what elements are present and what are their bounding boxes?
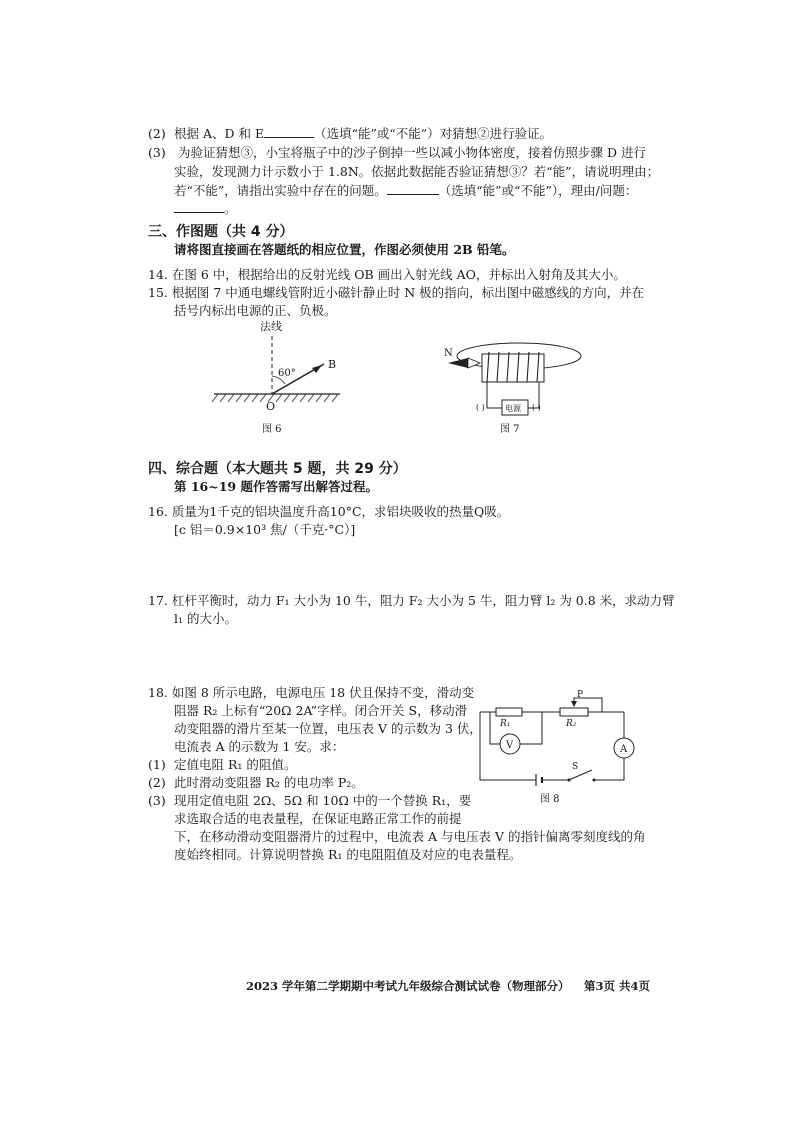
fig7-n-label: N [444,348,453,359]
fig7-source-label: 电源 [505,404,521,413]
fig6-caption: 图 6 [262,424,282,435]
q18-sub1-number: (1) [148,757,166,772]
q18-sub3-line2: 求选取合适的电表量程，在保证电路正常工作的前提 [174,811,462,826]
fig6-angle-label: 60° [278,368,296,379]
fig8-r1-label: R₁ [500,719,511,729]
section3-instruction: 请将图直接画在答题纸的相应位置，作图必须使用 2B 铅笔。 [174,242,515,257]
fig7-compass-needle-s [468,358,480,368]
q2-text-b: （选填“能”或“不能”）对猜想②进行验证。 [314,126,553,141]
q17-line2: l₁ 的大小。 [174,611,237,626]
q3-line4-end: 。 [224,201,237,216]
fig6-point-b: B [328,358,337,371]
fig8-caption: 图 8 [540,794,560,805]
q18-sub3-line1: 现用定值电阻 2Ω、5Ω 和 10Ω 中的一个替换 R₁，要 [174,793,472,808]
fig7-wire-left [487,382,502,408]
fig6-ray-arrow [312,365,322,373]
q16-line2: [c 铝＝0.9×10³ 焦/（千克·°C）] [174,522,356,537]
q18-line1: 18. 如图 8 所示电路，电源电压 18 伏且保持不变，滑动变 [148,685,475,700]
fig7-solenoid-core [482,354,544,382]
q18-sub3-line3: 下，在移动滑动变阻器滑片的过程中，电流表 A 与电压表 V 的指针偏离零刻度线的角 [174,829,646,844]
footer-title: 2023 学年第二学期期中考试九年级综合测试试卷（物理部分） [246,979,570,993]
q14-text: 14. 在图 6 中，根据给出的反射光线 OB 画出入射光线 AO，并标出入射角及其大小。 [148,267,626,282]
q18-sub3-line4: 度始终相同。计算说明替换 R₁ 的电阻阻值及对应的电表量程。 [174,847,522,862]
q3-line1: 为验证猜想③，小宝将瓶子中的沙子倒掉一些以减小物体密度，接着仿照步骤 D 进行 [178,145,646,160]
fig7-bracket-left[interactable]: ( ) [476,403,485,412]
fig7-compass-needle-n [448,358,468,368]
footer-page-number: 第3页 共4页 [584,979,651,993]
figure-7 [440,326,590,438]
q18-sub2: 此时滑动变阻器 R₂ 的电功率 P₂。 [174,775,364,790]
fig8-resistor-r1 [496,708,522,716]
q17-line1: 17. 杠杆平衡时，动力 F₁ 大小为 10 牛，阻力 F₂ 大小为 5 牛，阻力臂 l₂ 为 0.8 米，求动力臂 [148,593,675,608]
q18-line2: 阻器 R₂ 上标有“20Ω 2A”字样。闭合开关 S，移动滑 [174,703,468,718]
fig6-normal-label: 法线 [260,320,282,333]
fig8-slider-p [571,701,577,707]
q2-text [174,125,658,143]
fig8-p-label: P [577,690,584,700]
fig8-r2-label: R₂ [566,719,577,729]
fig8-rheostat-r2 [560,708,588,716]
q2-number: (2) [148,126,166,141]
fig7-caption: 图 7 [500,424,520,435]
q3-number: (3) [148,145,166,160]
q18-sub3-number: (3) [148,793,166,808]
figure-8 [474,690,646,808]
fig7-bracket-right[interactable]: ( ) [532,403,541,412]
q18-sub1: 定值电阻 R₁ 的阻值。 [174,757,297,772]
q3-reason-blank[interactable] [174,200,224,213]
q3-answer-blank[interactable] [387,182,439,195]
q3-line2: 实验，发现测力计示数小于 1.8N。依据此数据能否验证猜想③？若“能”，请说明理由； [174,164,660,179]
q2-answer-blank[interactable] [264,125,314,138]
figure-6 [200,318,360,438]
q3-line3 [174,182,658,200]
fig8-v-label: V [506,740,514,751]
q2-text-a: 根据 A、D 和 E [174,126,265,141]
q3-line3-b: （选填“能”或“不能”），理由/问题： [438,183,638,198]
q18-line4: 电流表 A 的示数为 1 安。求： [174,739,345,754]
q16-line1: 16. 质量为1千克的铝块温度升高10°C，求铝块吸收的热量Q吸。 [148,504,510,519]
section4-title: 四、综合题（本大题共 5 题，共 29 分） [148,461,407,477]
fig8-s-label: S [572,762,579,772]
q15-line2: 括号内标出电源的正、负极。 [174,303,337,318]
q15-line1: 15. 根据图 7 中通电螺线管附近小磁针静止时 N 极的指向，标出图中磁感线的方向，并在 [148,285,645,300]
fig8-a-label: A [620,744,628,755]
q3-line4 [174,200,658,218]
section4-instruction: 第 16~19 题作答需写出解答过程。 [174,479,378,494]
section3-title: 三、作图题（共 4 分） [148,224,294,240]
q18-line3: 动变阻器的滑片至某一位置，电压表 V 的示数为 3 伏， [174,721,482,736]
fig6-point-o: O [266,400,276,413]
q3-line3-a: 若“不能”，请指出实验中存在的问题。 [174,183,387,198]
q18-sub2-number: (2) [148,775,166,790]
